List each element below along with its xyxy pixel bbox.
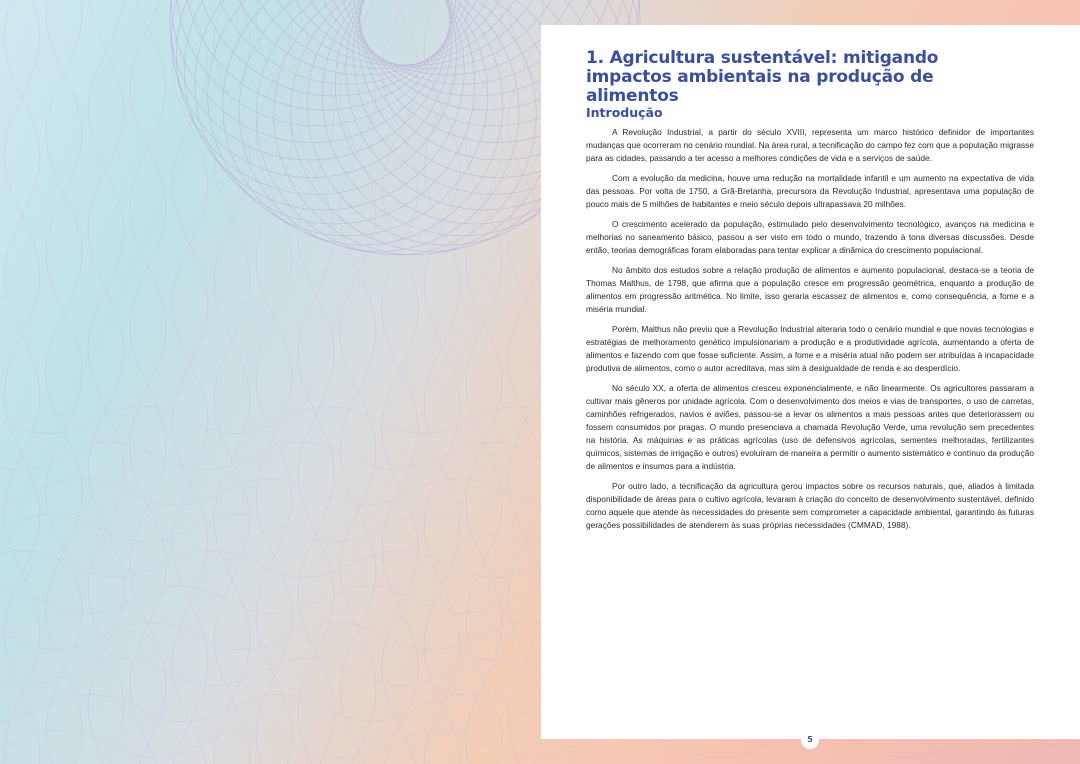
paragraph: A Revolução Industrial, a partir do século XVIII, representa um marco histórico definidor de importantes mudanças que ocorreram no cenário mundial. Na área rural, a tecnificação do campo fez com que a população migrasse para as cidades, passando a ter acesso a melhores condições de vida e a serviços de saúde. xyxy=(586,127,1034,164)
page-number: 5 xyxy=(801,731,819,749)
paragraph: No âmbito dos estudos sobre a relação produção de alimentos e aumento populacional, destaca-se a teoria de Thomas Malthus, de 1798, que afirma que a população cresce em progressão geométrica, enquanto a produção de alimentos em progressão aritmética. No limite, isso geraria escassez de alimentos e, como consequência, a fome e a miséria mundial. xyxy=(586,264,1034,314)
paragraph: Com a evolução da medicina, houve uma redução na mortalidade infantil e um aumento na expectativa de vida das pessoas. Por volta de 1750, a Grã-Bretanha, precursora da Revolução Industrial, apresentava uma população de pouco mais de 5 milhões de habitantes e meio século depois ultrapassava 20 milhões. xyxy=(586,172,1034,210)
chapter-title: 1. Agricultura sustentável: mitigando impactos ambientais na produção de alimentos xyxy=(586,48,939,106)
paragraph: Por outro lado, a tecnificação da agricultura gerou impactos sobre os recursos naturais, que, aliados à limitada disponibilidade de áreas para o cultivo agrícola, levaram à criação do conceito de desenvolvimento sustentável, definido como aquele que atende às necessidades do presente sem comprometer a capacidade ambiental, garantindo às futuras gerações possibilidades de atenderem às suas próprias necessidades (CMMAD, 1988). xyxy=(586,480,1034,531)
body-text xyxy=(586,126,1034,539)
text-page xyxy=(541,25,1080,739)
paragraph: Porém, Malthus não previu que a Revolução Industrial alteraria todo o cenário mundial e que novas tecnologias e estratégias de melhoramento genético impulsionariam a produção e a produtividade agrícola, aumentando a oferta de alimentos e fazendo com que fosse suficiente. Assim, a fome e a miséria atual não podem ser atribuídas à incapacidade produtiva de alimentos, como o autor acreditava, mas sim à desigualdade de renda e ao desperdício. xyxy=(586,323,1034,373)
paragraph: No século XX, a oferta de alimentos cresceu exponencialmente, e não linearmente. Os agricultores passaram a cultivar mais gêneros por unidade agrícola. Com o desenvolvimento dos meios e vias de transportes, o uso de carretas, caminhões refrigerados, navios e aviões, passou-se a levar os alimentos a mais pessoas antes que deteriorassem ou fossem consumidos por pragas. O mundo presenciava a chamada Revolução Verde, uma revolução sem precedentes na história. As máquinas e as práticas agrícolas (uso de defensivos agrícolas, sementes melhoradas, fertilizantes químicos, sistemas de irrigação e outros) evoluíram de maneira a permitir o aumento sistemático e contínuo da produção de alimentos e insumos para a indústria. xyxy=(586,382,1034,472)
paragraph: O crescimento acelerado da população, estimulado pelo desenvolvimento tecnológico, avanços na medicina e melhorias no saneamento básico, passou a ser visto em todo o mundo, trazendo à tona diversas discussões. Desde então, teorias demográficas foram elaboradas para tentar explicar a dinâmica do crescimento populacional. xyxy=(586,218,1034,255)
section-heading: Introdução xyxy=(586,105,663,120)
